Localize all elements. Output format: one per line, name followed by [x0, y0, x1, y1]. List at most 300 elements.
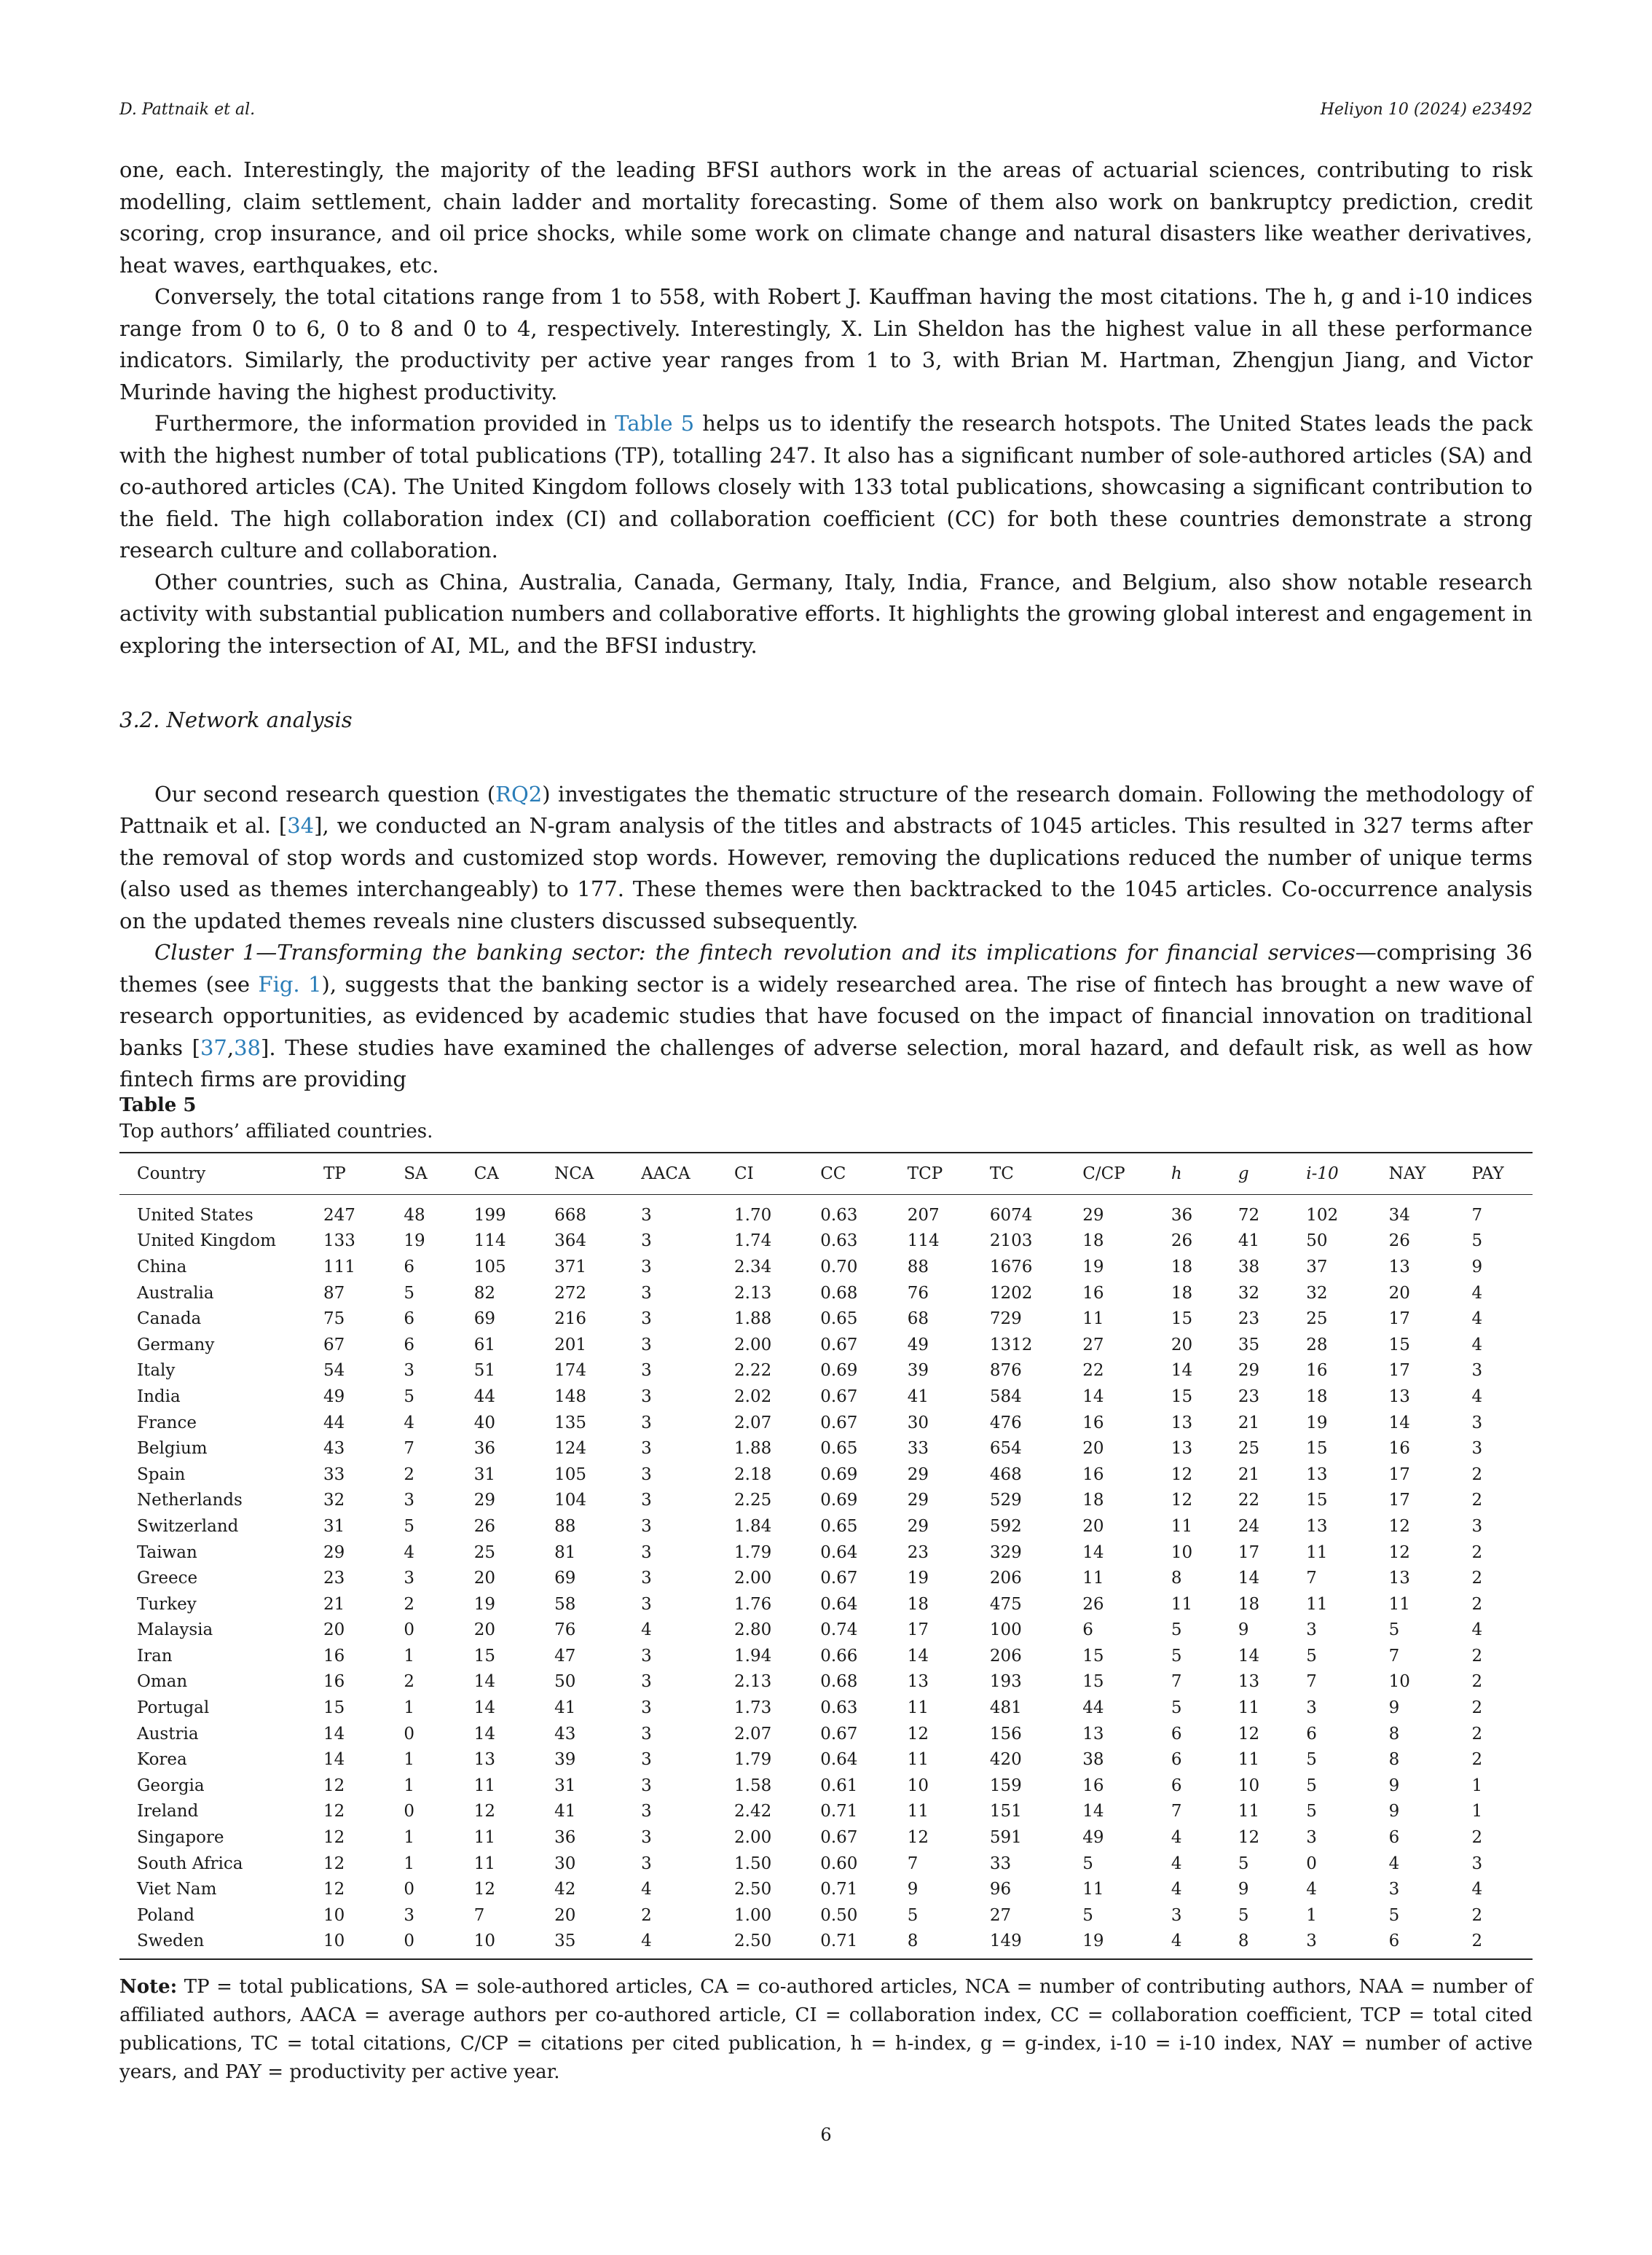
value-cell: 4 — [1171, 1854, 1182, 1873]
value-cell: 206 — [989, 1646, 1022, 1666]
col-header: NAY — [1374, 1153, 1458, 1195]
value-cell: 5 — [1171, 1620, 1182, 1640]
value-cell: 19 — [404, 1231, 425, 1251]
paragraph-2: Conversely, the total citations range from 1 to 558, with Robert J. Kauffman having the most citations. The h, g and i-10 indices range from 0 to 6, 0 to 8 and 0 to 4, respectively. Interestingly, X. Lin Sheldon has the highest value in all these performance indicators. Similarly, the productivity per active year ranges from 1 to 3, with Brian M. Hartman, Zhengjun Jiang, and Victor Murinde having the highest productivity. — [119, 284, 1533, 404]
value-cell: 0.67 — [820, 1335, 858, 1354]
value-cell: 11 — [1171, 1516, 1193, 1536]
col-header: CI — [720, 1153, 806, 1195]
value-cell: 2 — [1471, 1698, 1483, 1718]
value-cell: 0.71 — [806, 1929, 893, 1960]
value-cell: 13 — [1306, 1516, 1328, 1536]
value-cell: 3 — [404, 1361, 414, 1381]
table-row — [119, 1851, 1533, 1877]
value-cell: 14 — [473, 1672, 495, 1692]
value-cell: 49 — [907, 1335, 929, 1354]
value-cell: 468 — [989, 1464, 1022, 1484]
value-cell: 9 — [1388, 1776, 1400, 1795]
country-cell: France — [137, 1413, 197, 1432]
value-cell: 7 — [1171, 1672, 1182, 1692]
value-cell: 3 — [1471, 1413, 1483, 1432]
value-cell: 105 — [473, 1257, 506, 1276]
value-cell: 6 — [1171, 1724, 1182, 1744]
table-row — [119, 1721, 1533, 1747]
value-cell: 16 — [1082, 1413, 1104, 1432]
value-cell: 2 — [404, 1672, 414, 1692]
value-cell: 38 — [1082, 1750, 1104, 1770]
value-cell: 11 — [473, 1828, 495, 1848]
value-cell: 2.13 — [734, 1283, 772, 1303]
value-cell: 5 — [1238, 1905, 1249, 1925]
value-cell: 3 — [404, 1569, 414, 1588]
value-cell: 29 — [323, 1542, 345, 1562]
country-cell: Oman — [137, 1672, 188, 1692]
table-row — [119, 1876, 1533, 1902]
value-cell: 3 — [641, 1776, 652, 1795]
value-cell: 3 — [1291, 1929, 1374, 1960]
table-row — [119, 1643, 1533, 1669]
value-cell: 39 — [554, 1750, 576, 1770]
value-cell: 4 — [641, 1880, 652, 1899]
value-cell: 0.68 — [820, 1672, 858, 1692]
value-cell: 2.02 — [734, 1387, 772, 1406]
value-cell: 592 — [989, 1516, 1022, 1536]
value-cell: 0.71 — [820, 1802, 858, 1821]
value-cell: 11 — [1306, 1542, 1328, 1562]
country-cell: Iran — [137, 1646, 173, 1666]
value-cell: 17 — [1388, 1361, 1410, 1381]
value-cell: 3 — [641, 1491, 652, 1510]
col-header: C/CP — [1068, 1153, 1157, 1195]
value-cell: 3 — [1306, 1828, 1317, 1848]
table-row — [119, 1410, 1533, 1436]
value-cell: 3 — [641, 1309, 652, 1329]
value-cell: 1 — [404, 1828, 414, 1848]
value-cell: 1.70 — [734, 1205, 772, 1225]
value-cell: 3 — [1171, 1905, 1182, 1925]
country-cell: Sweden — [119, 1929, 309, 1960]
value-cell: 21 — [1238, 1413, 1260, 1432]
value-cell: 11 — [473, 1854, 495, 1873]
value-cell: 20 — [473, 1620, 495, 1640]
value-cell: 0.63 — [820, 1231, 858, 1251]
value-cell: 48 — [404, 1205, 425, 1225]
value-cell: 1.58 — [734, 1776, 772, 1795]
country-cell: Singapore — [137, 1828, 224, 1848]
country-cell: Taiwan — [137, 1542, 197, 1562]
value-cell: 1.76 — [734, 1594, 772, 1614]
paragraph-1: one, each. Interestingly, the majority of the leading BFSI authors work in the areas of actuarial sciences, contributing to risk modelling, claim settlement, chain ladder and mortality forecasting. Some of them also work on bankruptcy prediction, credit scoring, crop insurance, and oil price shocks, while some work on climate change and natural disasters like weather derivatives, heat waves, earthquakes, etc. — [119, 157, 1533, 278]
rq2-link[interactable]: RQ2 — [495, 781, 543, 807]
value-cell: 30 — [907, 1413, 929, 1432]
value-cell: 29 — [907, 1516, 929, 1536]
value-cell: 0.64 — [820, 1542, 858, 1562]
value-cell: 31 — [473, 1464, 495, 1484]
value-cell: 15 — [1306, 1491, 1328, 1510]
value-cell: 1 — [404, 1854, 414, 1873]
value-cell: 12 — [907, 1724, 929, 1744]
value-cell: 2.07 — [734, 1724, 772, 1744]
value-cell: 11 — [907, 1698, 929, 1718]
value-cell: 18 — [1082, 1491, 1104, 1510]
value-cell: 20 — [1171, 1335, 1193, 1354]
value-cell: 19 — [1082, 1257, 1104, 1276]
paragraph-6: Cluster 1—Transforming the banking sector: the fintech revolution and its implications for financial services—comprising 36 themes (see Fig. 1), suggests that the banking sector is a widely researched area. The rise of fintech has brought a new wave of research opportunities, as evidenced by academic studies that have focused on the impact of financial innovation on traditional banks [37,38]. These studies have examined the challenges of adverse selection, moral hazard, and default risk, as well as how fintech firms are providing — [119, 940, 1533, 1091]
value-cell: 13 — [1238, 1672, 1260, 1692]
value-cell: 16 — [1306, 1361, 1328, 1381]
value-cell: 30 — [554, 1854, 576, 1873]
value-cell: 174 — [554, 1361, 586, 1381]
col-header: g — [1224, 1153, 1291, 1195]
value-cell: 654 — [989, 1439, 1022, 1459]
value-cell: 14 — [323, 1750, 345, 1770]
col-header: SA — [389, 1153, 459, 1195]
country-cell: Switzerland — [137, 1516, 239, 1536]
value-cell: 2.00 — [734, 1569, 772, 1588]
value-cell: 4 — [404, 1413, 414, 1432]
value-cell: 17 — [1388, 1464, 1410, 1484]
table-row — [119, 1902, 1533, 1929]
country-cell: Belgium — [137, 1439, 208, 1459]
value-cell: 2 — [1471, 1724, 1483, 1744]
value-cell: 0.64 — [820, 1594, 858, 1614]
value-cell: 0.65 — [820, 1309, 858, 1329]
value-cell: 27 — [1082, 1335, 1104, 1354]
value-cell: 2 — [1471, 1828, 1483, 1848]
value-cell: 58 — [554, 1594, 576, 1614]
value-cell: 16 — [1082, 1776, 1104, 1795]
value-cell: 5 — [1306, 1802, 1317, 1821]
value-cell: 3 — [641, 1594, 652, 1614]
value-cell: 10 — [309, 1929, 389, 1960]
value-cell: 3 — [1471, 1361, 1483, 1381]
value-cell: 11 — [907, 1802, 929, 1821]
value-cell: 18 — [1306, 1387, 1328, 1406]
value-cell: 0.63 — [820, 1698, 858, 1718]
value-cell: 6 — [1171, 1750, 1182, 1770]
value-cell: 0 — [404, 1724, 414, 1744]
value-cell: 14 — [1171, 1361, 1193, 1381]
value-cell: 133 — [323, 1231, 355, 1251]
value-cell: 3 — [404, 1491, 414, 1510]
value-cell: 2.18 — [734, 1464, 772, 1484]
value-cell: 18 — [1171, 1283, 1193, 1303]
value-cell: 9 — [1238, 1880, 1249, 1899]
table-caption: Top authors’ affiliated countries. — [119, 1121, 433, 1142]
table-header-row — [119, 1153, 1533, 1195]
value-cell: 8 — [893, 1929, 975, 1960]
value-cell: 2.34 — [734, 1257, 772, 1276]
col-header: PAY — [1457, 1153, 1533, 1195]
value-cell: 1.00 — [734, 1905, 772, 1925]
value-cell: 14 — [1082, 1387, 1104, 1406]
value-cell: 96 — [989, 1880, 1012, 1899]
value-cell: 24 — [1238, 1516, 1260, 1536]
value-cell: 12 — [1238, 1828, 1260, 1848]
value-cell: 72 — [1238, 1205, 1260, 1225]
value-cell: 9 — [1388, 1698, 1400, 1718]
value-cell: 529 — [989, 1491, 1022, 1510]
value-cell: 18 — [907, 1594, 929, 1614]
paragraph-4: Other countries, such as China, Australia, Canada, Germany, Italy, India, France, and Belgium, also show notable research activity with substantial publication numbers and collaborative efforts. It highlights the growing global interest and engagement in exploring the intersection of AI, ML, and the BFSI industry. — [119, 569, 1533, 658]
value-cell: 16 — [323, 1672, 345, 1692]
value-cell: 1 — [1306, 1905, 1317, 1925]
value-cell: 14 — [1388, 1413, 1410, 1432]
value-cell: 23 — [1238, 1387, 1260, 1406]
table-row — [119, 1824, 1533, 1851]
country-cell: Netherlands — [137, 1491, 243, 1510]
value-cell: 13 — [473, 1750, 495, 1770]
ref-37-link[interactable]: 37 — [200, 1035, 227, 1060]
value-cell: 22 — [1238, 1491, 1260, 1510]
value-cell: 6 — [404, 1257, 414, 1276]
value-cell: 3 — [641, 1828, 652, 1848]
value-cell: 29 — [907, 1464, 929, 1484]
value-cell: 8 — [1171, 1569, 1182, 1588]
value-cell: 124 — [554, 1439, 586, 1459]
header-authors: D. Pattnaik et al. — [119, 101, 256, 119]
value-cell: 11 — [907, 1750, 929, 1770]
country-cell: Australia — [137, 1283, 214, 1303]
value-cell: 159 — [989, 1776, 1022, 1795]
table-5-link[interactable]: Table 5 — [615, 411, 695, 436]
value-cell: 13 — [1388, 1387, 1410, 1406]
value-cell: 19 — [907, 1569, 929, 1588]
value-cell: 13 — [1306, 1464, 1328, 1484]
value-cell: 876 — [989, 1361, 1022, 1381]
value-cell: 11 — [1082, 1569, 1104, 1588]
value-cell: 0.60 — [820, 1854, 858, 1873]
value-cell: 3 — [1306, 1620, 1317, 1640]
value-cell: 2.50 — [720, 1929, 806, 1960]
value-cell: 2 — [404, 1464, 414, 1484]
value-cell: 3 — [641, 1335, 652, 1354]
value-cell: 14 — [473, 1724, 495, 1744]
value-cell: 4 — [1171, 1828, 1182, 1848]
value-cell: 36 — [473, 1439, 495, 1459]
value-cell: 12 — [907, 1828, 929, 1848]
value-cell: 4 — [1471, 1620, 1483, 1640]
value-cell: 5 — [1171, 1646, 1182, 1666]
value-cell: 148 — [554, 1387, 586, 1406]
value-cell: 5 — [1306, 1750, 1317, 1770]
value-cell: 4 — [1471, 1309, 1483, 1329]
value-cell: 13 — [907, 1672, 929, 1692]
col-header: TC — [975, 1153, 1068, 1195]
value-cell: 591 — [989, 1828, 1022, 1848]
value-cell: 39 — [907, 1361, 929, 1381]
value-cell: 6 — [1374, 1929, 1458, 1960]
country-cell: Canada — [137, 1309, 202, 1329]
value-cell: 2.00 — [734, 1335, 772, 1354]
value-cell: 156 — [989, 1724, 1022, 1744]
running-header — [119, 101, 1533, 130]
value-cell: 12 — [473, 1880, 495, 1899]
country-cell: United Kingdom — [137, 1231, 276, 1251]
value-cell: 41 — [554, 1802, 576, 1821]
value-cell: 17 — [1388, 1491, 1410, 1510]
value-cell: 0.67 — [820, 1387, 858, 1406]
value-cell: 41 — [1238, 1231, 1260, 1251]
value-cell: 3 — [1471, 1854, 1483, 1873]
value-cell: 16 — [323, 1646, 345, 1666]
value-cell: 5 — [404, 1387, 414, 1406]
table-row — [119, 1332, 1533, 1358]
country-cell: Viet Nam — [137, 1880, 217, 1899]
value-cell: 0.61 — [820, 1776, 858, 1795]
value-cell: 20 — [554, 1905, 576, 1925]
value-cell: 6 — [1388, 1828, 1400, 1848]
countries-table — [119, 1152, 1533, 1960]
table-row — [119, 1280, 1533, 1306]
value-cell: 49 — [323, 1387, 345, 1406]
value-cell: 11 — [1238, 1750, 1260, 1770]
value-cell: 50 — [1306, 1231, 1328, 1251]
value-cell: 13 — [1171, 1439, 1193, 1459]
value-cell: 88 — [907, 1257, 929, 1276]
col-header: i-10 — [1291, 1153, 1374, 1195]
value-cell: 193 — [989, 1672, 1022, 1692]
value-cell: 12 — [1388, 1516, 1410, 1536]
value-cell: 11 — [473, 1776, 495, 1795]
value-cell: 22 — [1082, 1361, 1104, 1381]
value-cell: 4 — [1306, 1880, 1317, 1899]
value-cell: 3 — [641, 1257, 652, 1276]
value-cell: 0.65 — [820, 1439, 858, 1459]
value-cell: 3 — [1306, 1698, 1317, 1718]
value-cell: 1.79 — [734, 1750, 772, 1770]
value-cell: 247 — [323, 1205, 355, 1225]
value-cell: 0.70 — [820, 1257, 858, 1276]
value-cell: 481 — [989, 1698, 1022, 1718]
value-cell: 12 — [473, 1802, 495, 1821]
value-cell: 2 — [1471, 1750, 1483, 1770]
ref-38-link[interactable]: 38 — [234, 1035, 261, 1060]
fig-1-link[interactable]: Fig. 1 — [258, 971, 322, 997]
value-cell: 13 — [1388, 1257, 1410, 1276]
value-cell: 10 — [907, 1776, 929, 1795]
value-cell: 2.25 — [734, 1491, 772, 1510]
value-cell: 33 — [989, 1854, 1012, 1873]
value-cell: 2.13 — [734, 1672, 772, 1692]
value-cell: 36 — [554, 1828, 576, 1848]
value-cell: 272 — [554, 1283, 586, 1303]
table-row — [119, 1773, 1533, 1799]
value-cell: 75 — [323, 1309, 345, 1329]
ref-34-link[interactable]: 34 — [287, 813, 315, 838]
value-cell: 668 — [554, 1205, 586, 1225]
value-cell: 3 — [641, 1464, 652, 1484]
value-cell: 1 — [1471, 1776, 1483, 1795]
value-cell: 3 — [641, 1569, 652, 1588]
value-cell: 0.69 — [820, 1361, 858, 1381]
value-cell: 12 — [323, 1854, 345, 1873]
value-cell: 207 — [907, 1205, 940, 1225]
value-cell: 11 — [1238, 1698, 1260, 1718]
value-cell: 111 — [323, 1257, 355, 1276]
value-cell: 3 — [641, 1724, 652, 1744]
value-cell: 0.65 — [820, 1516, 858, 1536]
value-cell: 3 — [1388, 1880, 1400, 1899]
col-header: CC — [806, 1153, 893, 1195]
value-cell: 3 — [641, 1516, 652, 1536]
value-cell: 4 — [404, 1542, 414, 1562]
value-cell: 25 — [1306, 1309, 1328, 1329]
value-cell: 14 — [323, 1724, 345, 1744]
value-cell: 206 — [989, 1569, 1022, 1588]
value-cell: 2.42 — [734, 1802, 772, 1821]
value-cell: 10 — [1171, 1542, 1193, 1562]
value-cell: 2 — [404, 1594, 414, 1614]
value-cell: 15 — [323, 1698, 345, 1718]
value-cell: 5 — [907, 1905, 919, 1925]
value-cell: 29 — [473, 1491, 495, 1510]
value-cell: 1.50 — [734, 1854, 772, 1873]
value-cell: 15 — [1171, 1309, 1193, 1329]
value-cell: 1 — [404, 1776, 414, 1795]
country-cell: Greece — [137, 1569, 198, 1588]
table-row — [119, 1254, 1533, 1280]
value-cell: 13 — [1388, 1569, 1410, 1588]
value-cell: 104 — [554, 1491, 586, 1510]
value-cell: 0.68 — [820, 1283, 858, 1303]
value-cell: 32 — [1306, 1283, 1328, 1303]
value-cell: 35 — [540, 1929, 626, 1960]
value-cell: 6 — [404, 1335, 414, 1354]
value-cell: 11 — [1238, 1802, 1260, 1821]
value-cell: 11 — [1082, 1309, 1104, 1329]
value-cell: 0.66 — [820, 1646, 858, 1666]
value-cell: 0 — [404, 1802, 414, 1821]
value-cell: 12 — [323, 1828, 345, 1848]
value-cell: 14 — [1238, 1646, 1260, 1666]
value-cell: 7 — [1171, 1802, 1182, 1821]
value-cell: 51 — [473, 1361, 495, 1381]
value-cell: 31 — [323, 1516, 345, 1536]
value-cell: 2 — [1471, 1464, 1483, 1484]
header-journal: Heliyon 10 (2024) e23492 — [1320, 101, 1533, 119]
value-cell: 3 — [641, 1854, 652, 1873]
value-cell: 10 — [1238, 1776, 1260, 1795]
value-cell: 4 — [1157, 1929, 1224, 1960]
value-cell: 1.84 — [734, 1516, 772, 1536]
value-cell: 25 — [473, 1542, 495, 1562]
value-cell: 23 — [323, 1569, 345, 1588]
value-cell: 20 — [1082, 1439, 1104, 1459]
value-cell: 1202 — [989, 1283, 1033, 1303]
value-cell: 37 — [1306, 1257, 1328, 1276]
value-cell: 29 — [907, 1491, 929, 1510]
value-cell: 6074 — [989, 1205, 1033, 1225]
value-cell: 1 — [1471, 1802, 1483, 1821]
table-note: Note: TP = total publications, SA = sole-authored articles, CA = co-authored articles, NCA = number of contributing authors, NAA = number of affiliated authors, AACA = average authors per co-authored article, CI = collaboration index, CC = collaboration coefficient, TCP = total cited publications, TC = total citations, C/CP = citations per cited publication, h = h-index, g = g-index, i-10 = i-10 index, NAY = number of active years, and PAY = productivity per active year. — [119, 1976, 1533, 2084]
value-cell: 9 — [1388, 1802, 1400, 1821]
value-cell: 0.74 — [820, 1620, 858, 1640]
country-cell: Austria — [137, 1724, 199, 1744]
value-cell: 29 — [1082, 1205, 1104, 1225]
col-header: TCP — [893, 1153, 975, 1195]
table-row — [119, 1929, 1533, 1960]
value-cell: 364 — [554, 1231, 586, 1251]
value-cell: 12 — [323, 1776, 345, 1795]
value-cell: 105 — [554, 1464, 586, 1484]
value-cell: 11 — [1388, 1594, 1410, 1614]
value-cell: 8 — [1224, 1929, 1291, 1960]
value-cell: 69 — [473, 1309, 495, 1329]
value-cell: 43 — [323, 1439, 345, 1459]
value-cell: 0.67 — [820, 1724, 858, 1744]
value-cell: 28 — [1306, 1335, 1328, 1354]
value-cell: 201 — [554, 1335, 586, 1354]
